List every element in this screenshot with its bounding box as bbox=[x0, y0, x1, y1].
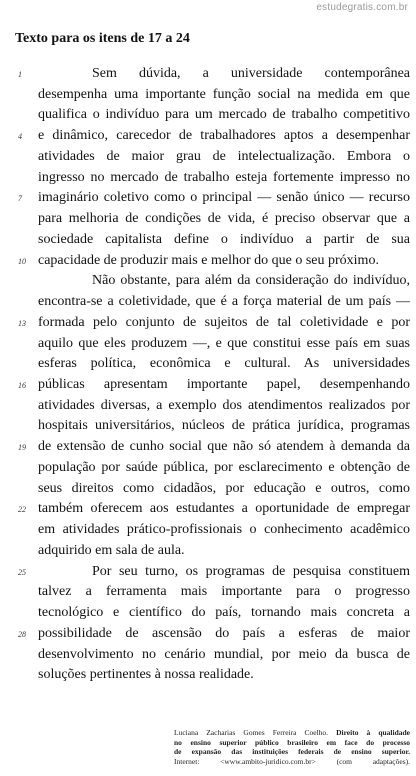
citation bbox=[174, 728, 410, 766]
text-line bbox=[18, 188, 410, 209]
line-text: Por seu turno, os programas de pesquisa constituem bbox=[92, 563, 410, 579]
line-text: capacidade de produzir mais e melhor do que o seu próximo. bbox=[38, 252, 379, 268]
text-line bbox=[38, 603, 410, 624]
citation-author: Luciana Zacharias Gomes Ferreira Coelho. bbox=[174, 728, 329, 737]
line-text: tecnológico e científico do país, tornando mais concreta a bbox=[38, 605, 410, 621]
line-number: 16 bbox=[18, 381, 26, 391]
citation-title-3: de expansão das instituições federais de ensino superior. bbox=[174, 747, 410, 756]
line-number: 13 bbox=[18, 318, 26, 328]
text-line bbox=[38, 479, 410, 500]
line-text: imaginário coletivo como o principal — senão único — recurso bbox=[38, 190, 410, 206]
text-line bbox=[38, 230, 410, 251]
line-text: adquirido em sala de aula. bbox=[38, 542, 185, 558]
line-number: 10 bbox=[18, 256, 26, 266]
line-number: 28 bbox=[18, 629, 26, 639]
text-line bbox=[18, 437, 410, 458]
line-text: Não obstante, para além da consideração do indivíduo, bbox=[92, 273, 410, 289]
text-line bbox=[38, 416, 410, 437]
line-number: 19 bbox=[18, 443, 26, 453]
line-number: 4 bbox=[18, 132, 22, 142]
line-text: para melhoria de condições de vida, é preciso observar que a bbox=[38, 211, 410, 227]
text-line bbox=[38, 645, 410, 666]
line-text: atividades de maior grau de intelectualização. Embora o bbox=[38, 148, 410, 164]
text-line bbox=[38, 665, 410, 686]
line-text: atividades diversas, a exemplo dos atendimentos realizados por bbox=[38, 397, 410, 413]
citation-title-1: Direito à qualidade bbox=[336, 728, 411, 737]
line-text: Sem dúvida, a universidade contemporânea bbox=[92, 66, 410, 81]
line-text: seus direitos como cidadãos, por educação e outros, como bbox=[38, 480, 410, 496]
text-line bbox=[38, 209, 410, 230]
line-number: 25 bbox=[18, 567, 26, 577]
text-line bbox=[18, 126, 410, 147]
line-text: hospitais universitários, núcleos de prática jurídica, programas bbox=[38, 418, 410, 434]
text-line bbox=[18, 251, 410, 272]
text-line bbox=[38, 271, 410, 292]
text-line bbox=[38, 582, 410, 603]
line-text: desenvolvimento no cenário mundial, por meio da busca de bbox=[38, 646, 410, 662]
text-line bbox=[38, 105, 410, 126]
line-text: formada pelo conjunto de sujeitos de tal coletividade e por bbox=[38, 314, 410, 330]
text-line bbox=[18, 562, 410, 583]
line-text: soluções pertinentes à nossa realidade. bbox=[38, 667, 254, 683]
line-text: em atividades prático-profissionais o conhecimento acadêmico bbox=[38, 522, 410, 538]
text-body bbox=[18, 64, 410, 686]
line-text: ingresso no mercado de trabalho esteja fortemente impresso no bbox=[38, 169, 410, 185]
text-line bbox=[38, 147, 410, 168]
text-line bbox=[38, 520, 410, 541]
line-text: possibilidade de ascensão do país a esferas de maior bbox=[38, 625, 410, 641]
line-text: sociedade capitalista define o indivíduo a partir de sua bbox=[38, 231, 410, 247]
text-line bbox=[38, 334, 410, 355]
line-text: encontra-se a coletividade, que é a força material de um país — bbox=[38, 294, 410, 310]
line-text: qualifica o indivíduo para um mercado de trabalho competitivo bbox=[38, 107, 410, 123]
text-line bbox=[38, 168, 410, 189]
line-text: talvez a ferramenta mais importante para o progresso bbox=[38, 584, 410, 600]
line-text: de extensão de cunho social que não só atendem à demanda da bbox=[38, 439, 410, 455]
text-line bbox=[38, 85, 410, 106]
text-line bbox=[18, 375, 410, 396]
text-line bbox=[18, 499, 410, 520]
text-line bbox=[38, 541, 410, 562]
line-number: 1 bbox=[18, 70, 22, 79]
line-number: 22 bbox=[18, 505, 26, 515]
text-line bbox=[38, 396, 410, 417]
line-text: e dinâmico, carecedor de trabalhadores aptos a desempenhar bbox=[38, 128, 410, 144]
line-text: aquilo que eles produzem —, e que constitui esse país em suas bbox=[38, 335, 410, 351]
line-text: também oferecem aos estudantes a oportunidade de empregar bbox=[38, 501, 410, 517]
text-title: Texto para os itens de 17 a 24 bbox=[15, 31, 190, 46]
line-text: públicas apresentam importante papel, desempenhando bbox=[38, 377, 410, 393]
line-number: 7 bbox=[18, 194, 22, 204]
citation-source: Internet: <www.ambito-juridico.com.br> (com adaptações). bbox=[174, 756, 410, 766]
text-line bbox=[18, 64, 410, 85]
line-text: esferas política, econômica e cultural. As universidades bbox=[38, 356, 410, 372]
watermark: estudegratis.com.br bbox=[316, 2, 408, 13]
text-line bbox=[38, 354, 410, 375]
text-line bbox=[38, 458, 410, 479]
line-text: desempenha uma importante função social na medida em que bbox=[38, 86, 410, 102]
text-line bbox=[18, 624, 410, 645]
line-text: população por saúde pública, por esclarecimento e obtenção de bbox=[38, 459, 410, 475]
text-line bbox=[18, 313, 410, 334]
citation-title-2: no ensino superior público brasileiro em face do processo bbox=[174, 737, 410, 747]
text-line bbox=[38, 292, 410, 313]
